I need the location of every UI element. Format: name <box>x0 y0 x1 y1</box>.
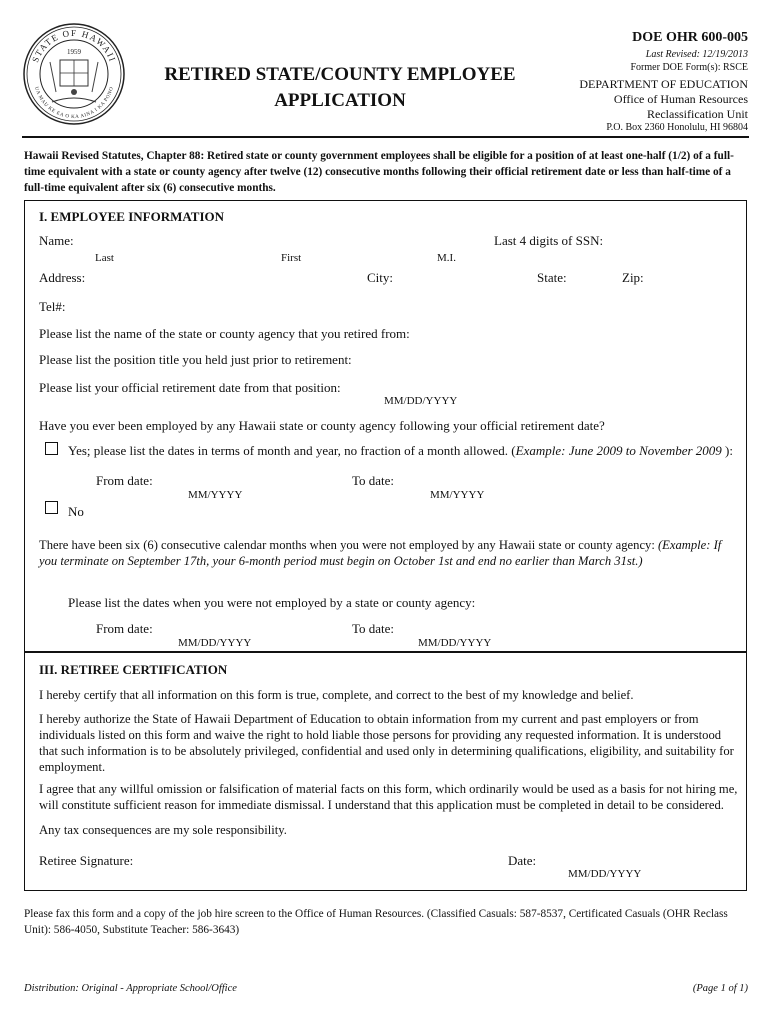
statute-text: Hawaii Revised Statutes, Chapter 88: Retired state or county government employees shall be eligible for a position of at least one-half (1/2) of a full-time equivalent with a state or county agency after twelve (12) consecutive months following their official retirement date or less than half-time of a full-time equivalent after six (6) consecutive months. <box>24 150 734 194</box>
yes-option-text <box>68 443 733 459</box>
signature-field[interactable] <box>133 852 431 866</box>
distribution-note: Distribution: Original - Appropriate School/Office <box>24 983 237 994</box>
former-forms: Former DOE Form(s): RSCE <box>630 62 748 73</box>
office-address: P.O. Box 2360 Honolulu, HI 96804 <box>606 122 748 133</box>
not-employed-question: Please list the dates when you were not employed by a state or county agency: <box>68 595 476 610</box>
header-divider <box>22 136 749 138</box>
six-months-text: There have been six (6) consecutive calendar months when you were not employed by any Hawaii state or county agency: <box>39 538 658 552</box>
to-date-format-2: MM/DD/YYYY <box>418 637 492 649</box>
retirement-date-question: Please list your official retirement date from that position: <box>39 380 341 395</box>
position-question: Please list the position title you held just prior to retirement: <box>39 352 352 367</box>
position-field[interactable] <box>344 351 724 365</box>
name-field[interactable] <box>77 232 462 246</box>
address-label: Address: <box>39 270 86 285</box>
state-seal <box>22 22 126 126</box>
address-field[interactable] <box>90 269 347 283</box>
from-date-field[interactable] <box>152 472 287 486</box>
city-field[interactable] <box>395 269 528 283</box>
from-date-label: From date: <box>96 473 153 488</box>
tax-paragraph: Any tax consequences are my sole responsibility. <box>39 823 287 837</box>
section3-heading: III. RETIREE CERTIFICATION <box>39 662 228 677</box>
sub-label-mi: M.I. <box>437 252 456 264</box>
ssn-field[interactable] <box>599 232 735 246</box>
section-divider <box>24 651 747 653</box>
signature-date-format: MM/DD/YYYY <box>568 868 642 880</box>
signature-label: Retiree Signature: <box>39 853 134 868</box>
six-months-example-b: you terminate on September 17th, your 6-month period must begin on October 1st and end no earlier than March 31st.) <box>39 554 643 568</box>
yes-checkbox[interactable] <box>45 442 58 455</box>
to-date-field-2[interactable] <box>397 620 530 634</box>
city-label: City: <box>367 270 394 285</box>
state-label: State: <box>537 270 567 285</box>
retirement-date-format: MM/DD/YYYY <box>384 395 458 407</box>
to-date-label: To date: <box>352 473 395 488</box>
unit-name: Reclassification Unit <box>647 107 748 121</box>
ssn-label: Last 4 digits of SSN: <box>494 233 604 248</box>
certify-paragraph: I hereby certify that all information on this form is true, complete, and correct to the best of my knowledge and belief. <box>39 688 634 702</box>
tel-label: Tel#: <box>39 299 66 314</box>
from-date-format: MM/YYYY <box>188 489 243 501</box>
sub-label-last: Last <box>95 252 114 264</box>
form-title-line1: RETIRED STATE/COUNTY EMPLOYEE <box>164 64 516 85</box>
six-months-example-a: (Example: If <box>657 538 722 552</box>
authorize-paragraph: I hereby authorize the State of Hawaii Department of Education to obtain information from my current and past employers or from individuals listed on this form and waive the right to hold liable those persons for providing any requested information. It is understood that such information is to be absolutely privileged, confidential and used only in determining qualifications, eligibility, and suitability for employment. <box>39 712 734 774</box>
zip-label: Zip: <box>622 270 644 285</box>
date-label: Date: <box>508 853 537 868</box>
tel-field[interactable] <box>72 298 222 312</box>
yes-text: Yes; please list the dates in terms of month and year, no fraction of a month allowed. ( <box>68 443 516 458</box>
to-date-field[interactable] <box>397 472 530 486</box>
seal-year: 1959 <box>67 48 81 56</box>
agency-question: Please list the name of the state or county agency that you retired from: <box>39 326 410 341</box>
retirement-date-field[interactable] <box>344 379 501 393</box>
form-title-line2: APPLICATION <box>274 90 406 111</box>
section1-heading: I. EMPLOYEE INFORMATION <box>39 209 225 224</box>
from-date-label-2: From date: <box>96 621 153 636</box>
department-name: DEPARTMENT OF EDUCATION <box>579 77 748 91</box>
yes-example: Example: June 2009 to November 2009 <box>515 443 722 458</box>
agree-paragraph: I agree that any willful omission or falsification of material facts on this form, which ordinarily would be used as a basis for not hiring me, will constitute sufficient reason for immediate dismissal. I understand that this application must be completed in detail to be considered. <box>39 782 738 812</box>
agency-field[interactable] <box>399 325 722 339</box>
to-date-format: MM/YYYY <box>430 489 485 501</box>
form-number: DOE OHR 600-005 <box>632 30 748 45</box>
from-date-format-2: MM/DD/YYYY <box>178 637 252 649</box>
name-label: Name: <box>39 233 74 248</box>
no-option-text: No <box>68 504 84 519</box>
last-revised: Last Revised: 12/19/2013 <box>645 49 748 60</box>
page-number: (Page 1 of 1) <box>692 983 748 994</box>
fax-instructions: Please fax this form and a copy of the job hire screen to the Office of Human Resources. (Classified Casuals: 587-8537, Certificated Casuals (OHR Reclass Unit): 586-4050, Substitute Teacher: 586-3643) <box>24 908 728 936</box>
from-date-field-2[interactable] <box>152 620 287 634</box>
state-field[interactable] <box>569 269 613 283</box>
seal-outer-text: STATE OF HAWAII <box>30 27 118 64</box>
sub-label-first: First <box>281 252 302 264</box>
employed-question: Have you ever been employed by any Hawaii state or county agency following your official retirement date? <box>39 418 605 433</box>
no-checkbox[interactable] <box>45 501 58 514</box>
yes-end: ): <box>721 443 733 458</box>
signature-date-field[interactable] <box>536 852 683 866</box>
zip-field[interactable] <box>646 269 735 283</box>
six-months-statement <box>39 537 739 569</box>
to-date-label-2: To date: <box>352 621 395 636</box>
seal-motto: UA MAU KE EA O KA AINA I KA PONO <box>33 86 115 121</box>
office-name: Office of Human Resources <box>613 92 748 106</box>
